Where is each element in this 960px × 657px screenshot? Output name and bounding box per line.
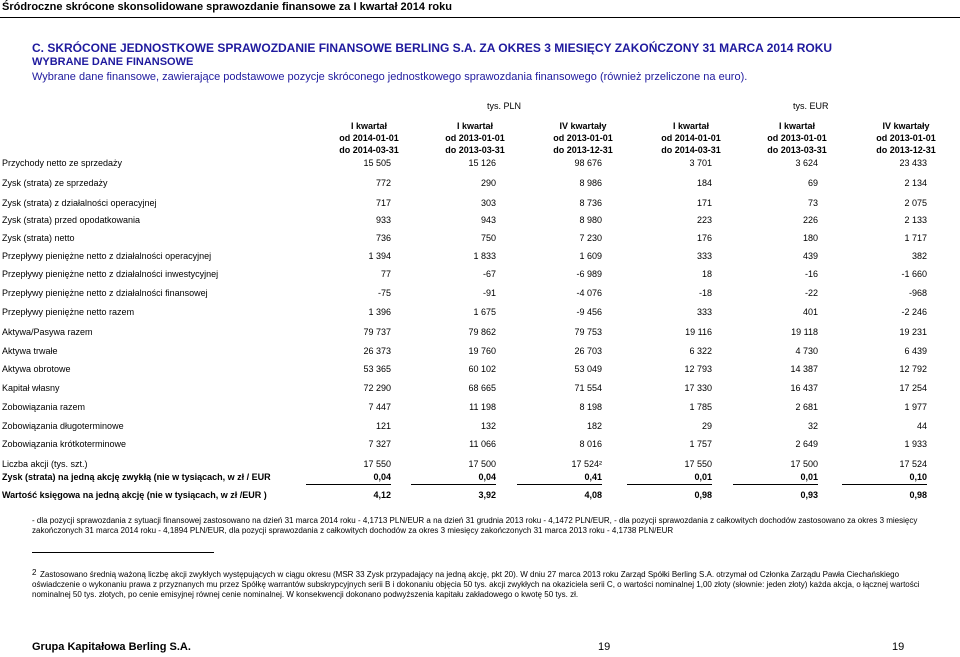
column-header (742, 120, 852, 156)
cell-value: 6 439 (904, 346, 927, 356)
cell-value: 943 (480, 215, 496, 225)
row-label: Wartość księgowa na jedną akcję (nie w tysiącach, w zł /EUR ) (2, 490, 267, 500)
cell-value: 1 833 (473, 251, 496, 261)
cell-value: 1 757 (689, 439, 712, 449)
cell-value: 7 327 (368, 439, 391, 449)
cell-value: 1 933 (904, 439, 927, 449)
row-label: Zysk (strata) przed opodatkowania (2, 215, 141, 225)
cell-value: 0,04 (411, 470, 496, 485)
currency-pln: tys. PLN (487, 101, 522, 111)
cell-value: 439 (802, 251, 818, 261)
column-header-line: od 2013-01-01 (553, 133, 613, 143)
column-header-line: do 2013-03-31 (767, 145, 827, 155)
cell-value: 1 785 (689, 402, 712, 412)
cell-value: -16 (804, 269, 818, 279)
cell-value: 0,41 (517, 470, 602, 485)
cell-value: 3 701 (689, 158, 712, 168)
table-row (0, 231, 960, 245)
cell-value: 44 (916, 421, 927, 431)
cell-value: 15 126 (468, 158, 496, 168)
exchange-rate-note: - dla pozycji sprawozdania z sytuacji finansowej zastosowano na dzień 31 marca 2014 roku - 4,1713 PLN/EUR a na dzień 31 grudnia 2013 roku - 4,1472 PLN/EUR, - dla pozycji sprawozdania z całkowitych dochodów zastosowano za okres 3 miesięcy zakończonych 31 marca 2014 roku - 4,1894 PLN/EUR, dla pozycji sprawozdania z całkowitych dochodów za okres 3 miesięcy zakończonych 31 marca 2013 roku - 4,1738 PLN/EUR (32, 516, 918, 535)
cell-value: 29 (701, 421, 712, 431)
cell-value: 79 862 (468, 327, 496, 337)
row-label: Aktywa obrotowe (2, 364, 71, 374)
footnote-rule (32, 552, 214, 553)
column-header-line: od 2013-01-01 (445, 133, 505, 143)
cell-value: 3,92 (478, 490, 496, 500)
cell-value: 79 753 (574, 327, 602, 337)
column-header-line: od 2014-01-01 (661, 133, 721, 143)
cell-value: 16 437 (790, 383, 818, 393)
column-header (314, 120, 424, 156)
cell-value: 71 554 (574, 383, 602, 393)
column-header-line: do 2014-03-31 (661, 145, 721, 155)
row-label: Przepływy pieniężne netto razem (2, 307, 135, 317)
cell-value: 182 (586, 421, 602, 431)
table-row (0, 344, 960, 358)
cell-value: 53 049 (574, 364, 602, 374)
cell-value: 1 977 (904, 402, 927, 412)
column-header-line: od 2014-01-01 (339, 133, 399, 143)
footnote (32, 570, 937, 600)
column-header-line: od 2013-01-01 (767, 133, 827, 143)
cell-value: 0,98 (909, 490, 927, 500)
cell-value: 2 681 (795, 402, 818, 412)
footer-page-number-right: 19 (892, 641, 905, 653)
cell-value: 0,10 (842, 470, 927, 485)
row-label: Zysk (strata) na jedną akcję zwykłą (nie w tysiącach, w zł / EUR (2, 472, 271, 482)
cell-value: 121 (375, 421, 391, 431)
cell-value: 717 (375, 198, 391, 208)
cell-value: 19 760 (468, 346, 496, 356)
cell-value: 17 330 (684, 383, 712, 393)
cell-value: 3 624 (795, 158, 818, 168)
column-header-line: do 2013-12-31 (876, 145, 936, 155)
cell-value: 7 447 (368, 402, 391, 412)
column-header-line: do 2013-03-31 (445, 145, 505, 155)
row-label: Zysk (strata) z działalności operacyjnej (2, 198, 157, 208)
cell-value: 79 737 (363, 327, 391, 337)
cell-value: -9 456 (576, 307, 602, 317)
table-row (0, 196, 960, 210)
footnote-text: Zastosowano średnią ważoną liczbę akcji zwykłych występujących w ciągu okresu (MSR 33 Zysk przypadający na jedną akcję, pkt 20). W dniu 27 marca 2013 roku Zarząd Spółki Berling S.A. otrzymał od Członka Zarządu Pawła Ciechańskiego oświadczenie o wykonaniu prawa z przyznanych mu przez Spółkę warrantów subskrypcyjnych serii B i dokonaniu objęcia 50 tys. akcji zwykłych na okaziciela serii C, o wartości nominalnej 1,00 złoty (słownie: jeden złoty) każda akcja, o łącznej wartości nominalnej 50 tys. złotych, po cenie emisyjnej równej cenie nominalnej. W konsekwencji dokonano podwyższenia kapitału zakładowego o kwotę 50 tys. zł. (32, 570, 920, 599)
cell-value: 226 (802, 215, 818, 225)
cell-value: 72 290 (363, 383, 391, 393)
column-header (420, 120, 530, 156)
cell-value: 69 (807, 178, 818, 188)
cell-value: 7 230 (579, 233, 602, 243)
cell-value: 401 (802, 307, 818, 317)
cell-value: 1 396 (368, 307, 391, 317)
cell-value: 26 373 (363, 346, 391, 356)
cell-value: -2 246 (901, 307, 927, 317)
cell-value: 73 (807, 198, 818, 208)
row-label: Zysk (strata) ze sprzedaży (2, 178, 108, 188)
cell-value: 8 980 (579, 215, 602, 225)
cell-value: 333 (696, 251, 712, 261)
table-row (0, 249, 960, 263)
table-row (0, 419, 960, 433)
cell-value: 8 986 (579, 178, 602, 188)
cell-value: 2 133 (904, 215, 927, 225)
cell-value: 4 730 (795, 346, 818, 356)
row-label: Liczba akcji (tys. szt.) (2, 459, 88, 469)
row-label: Aktywa trwałe (2, 346, 58, 356)
cell-value: -4 076 (576, 288, 602, 298)
cell-value: -75 (377, 288, 391, 298)
table-row (0, 488, 960, 502)
row-label: Aktywa/Pasywa razem (2, 327, 93, 337)
cell-value: 19 118 (791, 327, 818, 337)
cell-value: 750 (480, 233, 496, 243)
cell-value: 1 609 (579, 251, 602, 261)
column-header (528, 120, 638, 156)
cell-value: 12 792 (899, 364, 927, 374)
cell-value: -22 (804, 288, 818, 298)
footnote-marker: 2 (32, 568, 37, 577)
section-subtitle: WYBRANE DANE FINANSOWE (32, 56, 194, 68)
cell-value: -18 (698, 288, 712, 298)
column-header-line: I kwartał (672, 121, 710, 131)
cell-value: 17 550 (684, 459, 712, 469)
cell-value: 4,08 (584, 490, 602, 500)
cell-value: -968 (908, 288, 927, 298)
cell-value: 60 102 (468, 364, 496, 374)
cell-value: 1 717 (904, 233, 927, 243)
table-row (0, 362, 960, 376)
table-row (0, 325, 960, 339)
cell-value: 32 (807, 421, 818, 431)
cell-value: 8 198 (579, 402, 602, 412)
cell-value: -91 (482, 288, 496, 298)
column-header-line: I kwartał (350, 121, 388, 131)
cell-value: 0,01 (733, 470, 818, 485)
row-label: Przepływy pieniężne netto z działalności inwestycyjnej (2, 269, 219, 279)
cell-value: 18 (701, 269, 712, 279)
cell-value: 19 231 (899, 327, 927, 337)
table-row (0, 213, 960, 227)
table-row (0, 286, 960, 300)
row-label: Przychody netto ze sprzedaży (2, 158, 123, 168)
cell-value: 0,98 (694, 490, 712, 500)
cell-value: 17 500 (790, 459, 818, 469)
cell-value: 223 (696, 215, 712, 225)
cell-value: 772 (375, 178, 391, 188)
table-row (0, 381, 960, 395)
cell-value: 176 (696, 233, 712, 243)
column-header (636, 120, 746, 156)
cell-value: 53 365 (363, 364, 391, 374)
cell-value: 333 (696, 307, 712, 317)
column-header-line: do 2014-03-31 (339, 145, 399, 155)
cell-value: 77 (380, 269, 391, 279)
column-header-line: I kwartał (778, 121, 816, 131)
footer-company: Grupa Kapitałowa Berling S.A. (32, 641, 191, 653)
cell-value: 17 254 (899, 383, 927, 393)
cell-value: 17 550 (363, 459, 391, 469)
row-label: Zobowiązania razem (2, 402, 86, 412)
table-row (0, 176, 960, 190)
cell-value: 6 322 (689, 346, 712, 356)
cell-value: 132 (480, 421, 496, 431)
cell-value: 11 198 (469, 402, 496, 412)
cell-value: 4,12 (373, 490, 391, 500)
cell-value: 26 703 (574, 346, 602, 356)
cell-value: -1 660 (901, 269, 927, 279)
cell-value: 382 (911, 251, 927, 261)
cell-value: 0,04 (306, 470, 391, 485)
page-header-bar (0, 0, 960, 18)
cell-value: 0,93 (800, 490, 818, 500)
currency-eur: tys. EUR (793, 101, 829, 111)
cell-value: 17 524 (899, 459, 927, 469)
cell-value: 11 066 (469, 439, 496, 449)
cell-value: 17 500 (468, 459, 496, 469)
column-header-line: I kwartał (456, 121, 494, 131)
cell-value: 17 524² (571, 459, 602, 469)
column-header-line: od 2013-01-01 (876, 133, 936, 143)
table-row (0, 470, 960, 484)
cell-value: 933 (375, 215, 391, 225)
cell-value: 23 433 (899, 158, 927, 168)
cell-value: 8 736 (579, 198, 602, 208)
cell-value: 1 675 (473, 307, 496, 317)
row-label: Kapitał własny (2, 383, 60, 393)
cell-value: -67 (482, 269, 496, 279)
table-row (0, 267, 960, 281)
footer-page-number: 19 (598, 641, 611, 653)
cell-value: 14 387 (790, 364, 818, 374)
table-row (0, 457, 960, 471)
cell-value: 19 116 (685, 327, 712, 337)
column-header-line: IV kwartały (559, 121, 607, 131)
table-row (0, 305, 960, 319)
row-label: Zysk (strata) netto (2, 233, 75, 243)
table-row (0, 400, 960, 414)
column-header-line: do 2013-12-31 (553, 145, 613, 155)
cell-value: 98 676 (574, 158, 602, 168)
table-row (0, 156, 960, 170)
cell-value: 12 793 (684, 364, 712, 374)
section-description: Wybrane dane finansowe, zawierające podstawowe pozycje skróconego jednostkowego sprawozdania finansowego (również przeliczone na euro). (32, 71, 748, 83)
cell-value: 15 505 (363, 158, 391, 168)
cell-value: 184 (696, 178, 712, 188)
cell-value: 171 (696, 198, 712, 208)
cell-value: 1 394 (368, 251, 391, 261)
row-label: Zobowiązania krótkoterminowe (2, 439, 127, 449)
cell-value: 2 649 (795, 439, 818, 449)
row-label: Przepływy pieniężne netto z działalności finansowej (2, 288, 208, 298)
cell-value: 0,01 (627, 470, 712, 485)
cell-value: 303 (480, 198, 496, 208)
row-label: Zobowiązania długoterminowe (2, 421, 124, 431)
table-row (0, 437, 960, 451)
cell-value: 8 016 (579, 439, 602, 449)
section-title: C. SKRÓCONE JEDNOSTKOWE SPRAWOZDANIE FINANSOWE BERLING S.A. ZA OKRES 3 MIESIĘCY ZAKOŃCZONY 31 MARCA 2014 ROKU (32, 41, 833, 55)
cell-value: 290 (480, 178, 496, 188)
row-label: Przepływy pieniężne netto z działalności operacyjnej (2, 251, 212, 261)
page-header: Śródroczne skrócone skonsolidowane sprawozdanie finansowe za I kwartał 2014 roku (2, 1, 452, 13)
cell-value: 68 665 (468, 383, 496, 393)
cell-value: 180 (802, 233, 818, 243)
column-header-line: IV kwartały (882, 121, 930, 131)
cell-value: 2 075 (904, 198, 927, 208)
cell-value: -6 989 (576, 269, 602, 279)
column-header (851, 120, 960, 156)
cell-value: 736 (375, 233, 391, 243)
cell-value: 2 134 (904, 178, 927, 188)
